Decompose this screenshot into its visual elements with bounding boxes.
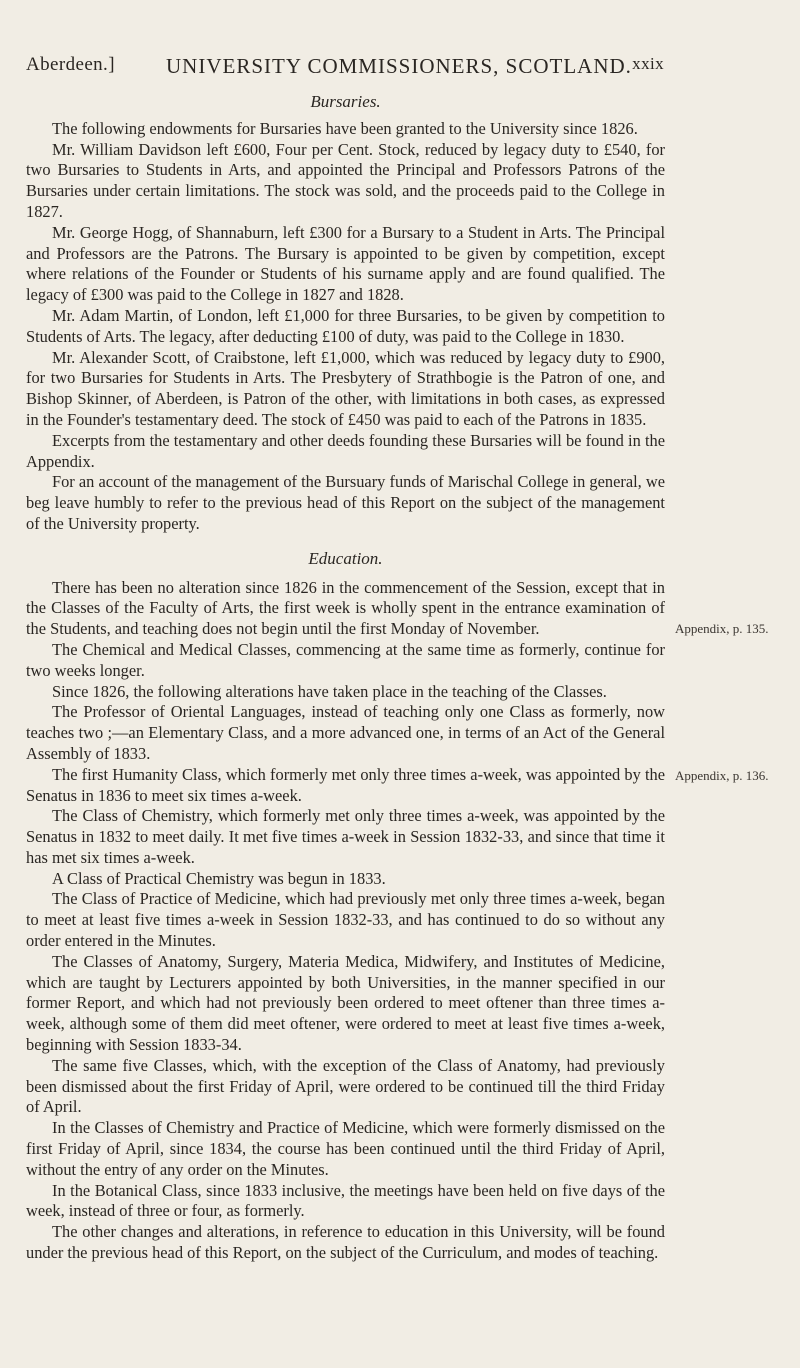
paragraph: The same five Classes, which, with the exception of the Class of Anatomy, had previously been dismissed about the first Friday of April, were ordered to be continued till the third Friday of April. xyxy=(26,1055,665,1117)
running-header xyxy=(26,54,664,80)
paragraph: In the Classes of Chemistry and Practice of Medicine, which were formerly dismissed on the first Friday of April, since 1834, the course has been continued until the third Friday of April, without the entry of any order on the Minutes. xyxy=(26,1118,665,1179)
paragraph: Mr. William Davidson left £600, Four per Cent. Stock, reduced by legacy duty to £540, for two Bursaries to Students in Arts, and appointed the Principal and Professors Patrons of the Bursaries under certain limitations. The stock was sold, and the proceeds paid to the College in 1827. xyxy=(26,139,665,221)
paragraph: The Chemical and Medical Classes, commencing at the same time as formerly, continue for two weeks longer. xyxy=(26,639,665,680)
paragraph: For an account of the management of the Bursuary funds of Marischal College in general, we beg leave humbly to refer to the previous head of this Report on the subject of the management of the University property. xyxy=(26,472,665,533)
paragraph: There has been no alteration since 1826 in the commencement of the Session, except that in the Classes of the Faculty of Arts, the first week is wholly spent in the entrance examination of the Students, and teaching does not begin until the first Monday of November. xyxy=(26,577,665,639)
margin-note-appendix-136: Appendix, p. 136. xyxy=(675,768,769,783)
paragraph: Since 1826, the following alterations have taken place in the teaching of the Classes. xyxy=(52,681,607,701)
header-title: UNIVERSITY COMMISSIONERS, SCOTLAND. xyxy=(166,54,632,78)
paragraph: The first Humanity Class, which formerly met only three times a-week, was appointed by the Senatus in 1836 to meet six times a-week. xyxy=(26,764,665,805)
margin-note-appendix-135: Appendix, p. 135. xyxy=(675,621,769,636)
paragraph: The Class of Practice of Medicine, which had previously met only three times a-week, began to meet at least five times a-week in Session 1832-33, and has continued to do so without any order entered in the Minutes. xyxy=(26,889,665,951)
paragraph: The Class of Chemistry, which formerly met only three times a-week, was appointed by the Senatus in 1832 to meet daily. It met five times a-week in Session 1832-33, and since that time it has met six times a-week. xyxy=(26,806,665,867)
header-location: Aberdeen.] xyxy=(26,54,115,75)
main-text xyxy=(26,86,665,1264)
paragraph: A Class of Practical Chemistry was begun in 1833. xyxy=(52,868,386,888)
paragraph: The following endowments for Bursaries have been granted to the University since 1826. xyxy=(52,118,638,138)
paragraph: Excerpts from the testamentary and other deeds founding these Bursaries will be found in the Appendix. xyxy=(26,430,665,471)
paragraph: Mr. Alexander Scott, of Craibstone, left £1,000, which was reduced by legacy duty to £900, for two Bursaries for Students in Arts. The Presbytery of Strathbogie is the Patron of one, and Bishop Skinner, of Aberdeen, is Patron of the other, with limitations in both cases, as expressed in the Founder's testamentary deed. The stock of £450 was paid to each of the Patrons in 1835. xyxy=(26,347,665,429)
page-number: xxix xyxy=(632,54,664,73)
paragraph: The Classes of Anatomy, Surgery, Materia Medica, Midwifery, and Institutes of Medicine, which are taught by Lecturers appointed by both Universities, in the manner specified in our former Report, and which had not previously been ordered to meet oftener than three times a-week, although some of them did meet oftener, were ordered to meet at least five times a-week, beginning with Session 1833-34. xyxy=(26,951,665,1055)
paragraph: The Professor of Oriental Languages, instead of teaching only one Class as formerly, now teaches two ;—an Elementary Class, and a more advanced one, in terms of an Act of the General Assembly of 1833. xyxy=(26,702,665,763)
paragraph: In the Botanical Class, since 1833 inclusive, the meetings have been held on five days of the week, instead of three or four, as formerly. xyxy=(26,1180,665,1221)
paragraph: The other changes and alterations, in reference to education in this University, will be found under the previous head of this Report, on the subject of the Curriculum, and modes of teaching. xyxy=(26,1222,665,1263)
paragraph: Mr. Adam Martin, of London, left £1,000 for three Bursaries, to be given by competition to Students of Arts. The legacy, after deducting £100 of duty, was paid to the College in 1830. xyxy=(26,305,665,346)
section-heading-bursaries: Bursaries. xyxy=(310,92,381,111)
paragraph: Mr. George Hogg, of Shannaburn, left £300 for a Bursary to a Student in Arts. The Principal and Professors are the Patrons. The Bursary is appointed to be given by competition, except where relations of the Founder or Students of his surname apply and are found qualified. The legacy of £300 was paid to the College in 1827 and 1828. xyxy=(26,222,665,305)
section-heading-education: Education. xyxy=(308,548,383,568)
